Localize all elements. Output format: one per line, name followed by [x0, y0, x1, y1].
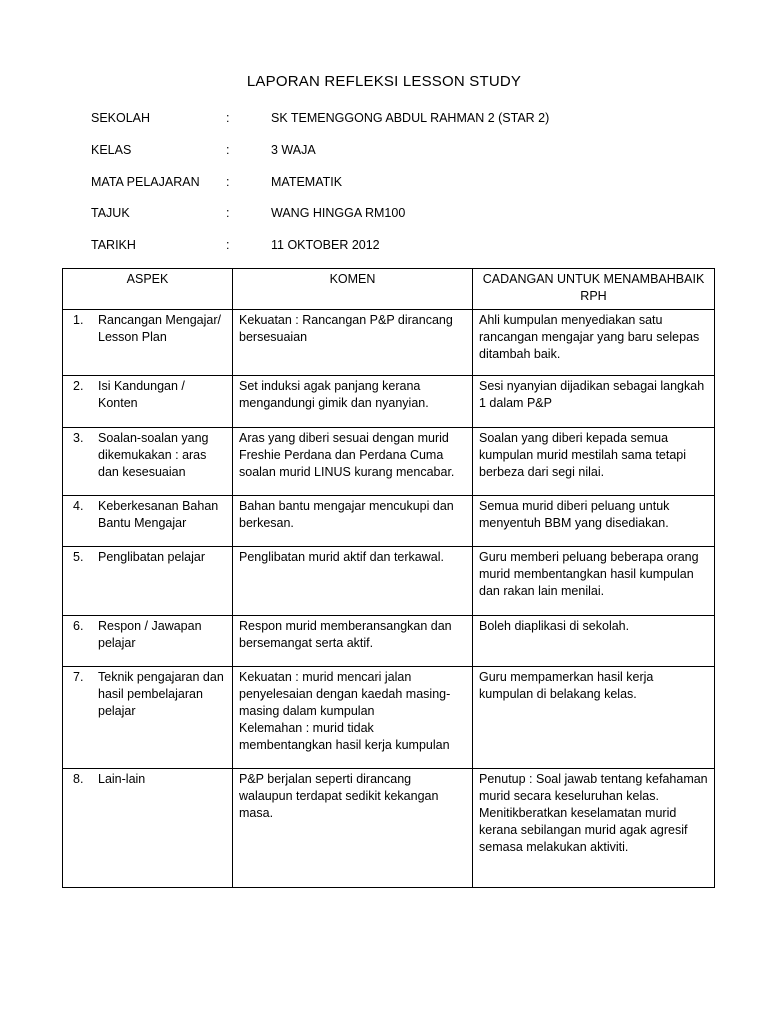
aspect-cell	[63, 376, 233, 428]
comment-cell	[233, 667, 473, 769]
comment-text: Set induksi agak panjang kerana mengandungi gimik dan nyanyian.	[239, 379, 429, 410]
suggestion-text: Soalan yang diberi kepada semua kumpulan murid mestilah sama tetapi berbeza dari segi nilai.	[479, 431, 687, 479]
aspect-cell	[63, 616, 233, 667]
suggestion-cell	[473, 616, 715, 667]
info-value: MATEMATIK	[271, 174, 343, 189]
aspect-text: Keberkesanan Bahan Bantu Mengajar	[98, 499, 219, 530]
info-row-tajuk	[91, 203, 651, 235]
suggestion-text: Semua murid diberi peluang untuk menyentuh BBM yang disediakan.	[479, 499, 670, 530]
info-label: MATA PELAJARAN	[91, 174, 200, 189]
info-label: TAJUK	[91, 206, 130, 221]
table-row	[63, 496, 715, 547]
suggestion-cell	[473, 667, 715, 769]
aspect-cell	[63, 547, 233, 616]
suggestion-text: Menitikberatkan keselamatan murid kerana sebilangan murid agak agresif semasa melakukan aktiviti.	[479, 806, 688, 854]
comment-text: Penglibatan murid aktif dan terkawal.	[239, 550, 444, 564]
comment-cell	[233, 616, 473, 667]
comment-cell	[233, 547, 473, 616]
reflection-table	[62, 268, 715, 888]
page-title: LAPORAN REFLEKSI LESSON STUDY	[246, 73, 522, 90]
info-value: 3 WAJA	[271, 142, 316, 157]
aspect-cell	[63, 667, 233, 769]
comment-text: Kelemahan : murid tidak membentangkan hasil kerja kumpulan	[239, 721, 450, 752]
aspect-text: Teknik pengajaran dan hasil pembelajaran pelajar	[98, 670, 224, 718]
table-row	[63, 616, 715, 667]
comment-cell	[233, 310, 473, 376]
header-komen: KOMEN	[233, 269, 473, 310]
comment-cell	[233, 376, 473, 428]
info-row-kelas	[91, 140, 651, 172]
info-value: SK TEMENGGONG ABDUL RAHMAN 2 (STAR 2)	[271, 111, 550, 125]
row-number: 7.	[73, 670, 84, 684]
info-row-tarikh	[91, 235, 651, 267]
info-block	[91, 108, 651, 267]
table-row	[63, 310, 715, 376]
comment-text: Bahan bantu mengajar mencukupi dan berkesan.	[239, 499, 454, 530]
comment-text: Kekuatan : murid mencari jalan penyelesaian dengan kaedah masing-masing dalam kumpulan	[239, 670, 451, 718]
table-row	[63, 667, 715, 769]
header-aspek: ASPEK	[63, 269, 233, 310]
table-row	[63, 769, 715, 888]
suggestion-text: Guru mempamerkan hasil kerja kumpulan di belakang kelas.	[479, 670, 654, 701]
comment-cell	[233, 769, 473, 888]
row-number: 2.	[73, 379, 84, 393]
info-colon: :	[226, 238, 230, 253]
row-number: 8.	[73, 772, 84, 786]
suggestion-text: Ahli kumpulan menyediakan satu rancangan mengajar yang baru selepas ditambah baik.	[479, 313, 700, 361]
info-value: 11 OKTOBER 2012	[271, 238, 380, 253]
aspect-cell	[63, 428, 233, 496]
aspect-text: Lain-lain	[98, 772, 146, 786]
info-colon: :	[226, 111, 230, 125]
table-row	[63, 428, 715, 496]
row-number: 6.	[73, 619, 84, 633]
header-cadangan: CADANGAN UNTUK MENAMBAHBAIK RPH	[473, 269, 715, 310]
info-colon: :	[226, 142, 230, 157]
row-number: 1.	[73, 313, 84, 327]
comment-text: Respon murid memberansangkan dan bersemangat serta aktif.	[239, 619, 452, 650]
info-colon: :	[226, 174, 230, 189]
row-number: 5.	[73, 550, 84, 564]
comment-text: Kekuatan : Rancangan P&P dirancang bersesuaian	[239, 313, 453, 344]
comment-cell	[233, 496, 473, 547]
row-number: 4.	[73, 499, 84, 513]
row-number: 3.	[73, 431, 84, 445]
info-label: TARIKH	[91, 238, 136, 253]
table-header-row	[63, 269, 715, 310]
info-colon: :	[226, 206, 230, 221]
info-value: WANG HINGGA RM100	[271, 206, 406, 221]
table-row	[63, 376, 715, 428]
aspect-text: Penglibatan pelajar	[98, 550, 206, 564]
suggestion-cell	[473, 376, 715, 428]
table-row	[63, 547, 715, 616]
aspect-cell	[63, 310, 233, 376]
suggestion-cell	[473, 310, 715, 376]
suggestion-text: Boleh diaplikasi di sekolah.	[479, 619, 630, 633]
comment-text: P&P berjalan seperti dirancang walaupun terdapat sedikit kekangan masa.	[239, 772, 439, 820]
aspect-text: Rancangan Mengajar/ Lesson Plan	[98, 313, 221, 344]
comment-text: Aras yang diberi sesuai dengan murid Freshie Perdana dan Perdana Cuma soalan murid LINUS kurang mencabar.	[239, 431, 455, 479]
aspect-cell	[63, 769, 233, 888]
info-row-mata-pelajaran	[91, 172, 651, 204]
info-label: SEKOLAH	[91, 111, 151, 125]
info-row-sekolah	[91, 108, 651, 140]
suggestion-cell	[473, 496, 715, 547]
suggestion-text: Penutup : Soal jawab tentang kefahaman murid secara keseluruhan kelas.	[479, 772, 708, 803]
suggestion-cell	[473, 547, 715, 616]
aspect-cell	[63, 496, 233, 547]
comment-cell	[233, 428, 473, 496]
suggestion-cell	[473, 769, 715, 888]
aspect-text: Respon / Jawapan pelajar	[98, 619, 202, 650]
aspect-text: Isi Kandungan / Konten	[98, 379, 185, 410]
suggestion-cell	[473, 428, 715, 496]
suggestion-text: Sesi nyanyian dijadikan sebagai langkah 1 dalam P&P	[479, 379, 705, 410]
suggestion-text: Guru memberi peluang beberapa orang murid membentangkan hasil kumpulan dan rakan lain menilai.	[479, 550, 699, 598]
aspect-text: Soalan-soalan yang dikemukakan : aras dan kesesuaian	[98, 431, 209, 479]
info-label: KELAS	[91, 142, 132, 157]
